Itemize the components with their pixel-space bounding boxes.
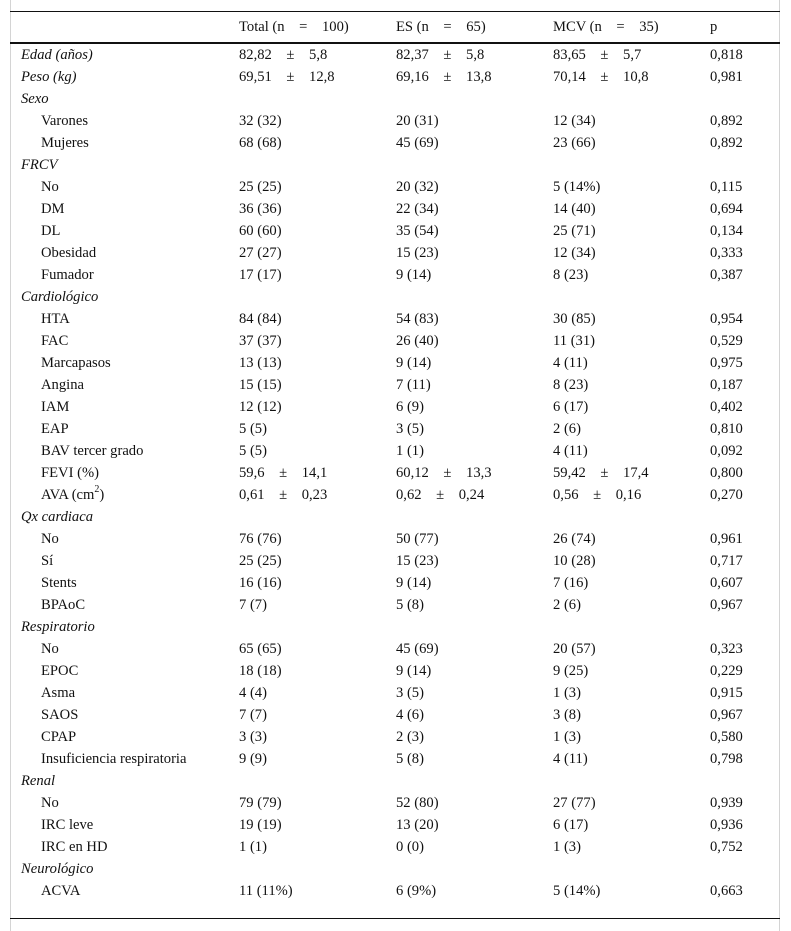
cell-p: 0,961: [710, 531, 743, 547]
cell-mcv: 2 (6): [553, 597, 581, 613]
cell-mcv: 59,42 ± 17,4: [553, 465, 649, 481]
table-row: [10, 726, 780, 748]
row-label: CPAP: [41, 729, 77, 745]
cell-es: 45 (69): [396, 135, 439, 151]
cell-es: 4 (6): [396, 707, 424, 723]
cell-es: 3 (5): [396, 685, 424, 701]
table-row: [10, 44, 780, 66]
cell-p: 0,402: [710, 399, 743, 415]
cell-p: 0,607: [710, 575, 743, 591]
cell-total: 32 (32): [239, 113, 282, 129]
row-label: EPOC: [41, 663, 79, 679]
cell-p: 0,800: [710, 465, 743, 481]
cell-mcv: 4 (11): [553, 443, 588, 459]
cell-mcv: 83,65 ± 5,7: [553, 47, 642, 63]
cell-total: 27 (27): [239, 245, 282, 261]
cell-p: 0,981: [710, 69, 743, 85]
row-label: SAOS: [41, 707, 79, 723]
row-label: AVA $(cm^2)$: [41, 484, 105, 503]
cell-total: 25 (25): [239, 179, 282, 195]
row-label: Sexo: [21, 91, 49, 107]
table-row: [10, 374, 780, 396]
cell-total: 13 (13): [239, 355, 282, 371]
cell-p: 0,663: [710, 883, 743, 899]
cell-total: 79 (79): [239, 795, 282, 811]
header-total: Total (n = 100): [239, 19, 349, 35]
row-label: ACVA: [41, 883, 81, 899]
cell-es: 0 (0): [396, 839, 424, 855]
cell-es: 60,12 ± 13,3: [396, 465, 492, 481]
cell-p: 0,967: [710, 707, 743, 723]
row-label: Peso (kg): [21, 69, 77, 85]
cell-mcv: 1 (3): [553, 839, 581, 855]
row-label: HTA: [41, 311, 70, 327]
table-row: [10, 176, 780, 198]
cell-total: 84 (84): [239, 311, 282, 327]
row-label: Asma: [41, 685, 76, 701]
table-row: [10, 308, 780, 330]
cell-es: 52 (80): [396, 795, 439, 811]
table-row: [10, 528, 780, 550]
cell-mcv: 12 (34): [553, 245, 596, 261]
row-label: No: [41, 795, 59, 811]
cell-total: 5 (5): [239, 443, 267, 459]
cell-p: 0,915: [710, 685, 743, 701]
cell-total: 15 (15): [239, 377, 282, 393]
cell-total: 9 (9): [239, 751, 267, 767]
cell-p: 0,954: [710, 311, 743, 327]
cell-p: 0,694: [710, 201, 743, 217]
cell-es: 2 (3): [396, 729, 424, 745]
cell-total: 82,82 ± 5,8: [239, 47, 328, 63]
cell-mcv: 5 (14%): [553, 883, 601, 899]
cell-mcv: 70,14 ± 10,8: [553, 69, 649, 85]
row-label: No: [41, 179, 59, 195]
table-row: [10, 550, 780, 572]
table-row: [10, 484, 780, 506]
row-label: Qx cardiaca: [21, 509, 93, 525]
table-row: [10, 242, 780, 264]
table-group-row: [10, 286, 780, 308]
table-row: [10, 638, 780, 660]
row-label: Mujeres: [41, 135, 89, 151]
cell-p: 0,387: [710, 267, 743, 283]
table-row: [10, 264, 780, 286]
cell-p: 0,717: [710, 553, 743, 569]
cell-mcv: 10 (28): [553, 553, 596, 569]
cell-p: 0,092: [710, 443, 743, 459]
cell-p: 0,967: [710, 597, 743, 613]
cell-mcv: 26 (74): [553, 531, 596, 547]
table-row: [10, 330, 780, 352]
table-row: [10, 792, 780, 814]
cell-mcv: 6 (17): [553, 399, 589, 415]
cell-mcv: 9 (25): [553, 663, 589, 679]
cell-es: 22 (34): [396, 201, 439, 217]
cell-total: 68 (68): [239, 135, 282, 151]
cell-es: 5 (8): [396, 597, 424, 613]
cell-total: 76 (76): [239, 531, 282, 547]
row-label: IRC en HD: [41, 839, 108, 855]
cell-es: 20 (31): [396, 113, 439, 129]
table-group-row: [10, 88, 780, 110]
cell-total: 60 (60): [239, 223, 282, 239]
cell-es: 45 (69): [396, 641, 439, 657]
table-row: [10, 440, 780, 462]
table-row: [10, 704, 780, 726]
cell-total: 17 (17): [239, 267, 282, 283]
cell-p: 0,798: [710, 751, 743, 767]
row-label: Fumador: [41, 267, 94, 283]
cell-total: 69,51 ± 12,8: [239, 69, 335, 85]
cell-mcv: 6 (17): [553, 817, 589, 833]
row-label: BPAoC: [41, 597, 86, 613]
cell-mcv: 14 (40): [553, 201, 596, 217]
cell-mcv: 1 (3): [553, 685, 581, 701]
row-label: Angina: [41, 377, 84, 393]
header-mcv: MCV (n = 35): [553, 19, 659, 35]
cell-p: 0,134: [710, 223, 743, 239]
table-row: [10, 836, 780, 858]
table-row: [10, 198, 780, 220]
row-label: Varones: [41, 113, 89, 129]
cell-total: 25 (25): [239, 553, 282, 569]
cell-mcv: 0,56 ± 0,16: [553, 487, 642, 503]
cell-mcv: 3 (8): [553, 707, 581, 723]
cell-total: 16 (16): [239, 575, 282, 591]
table-row: [10, 418, 780, 440]
cell-es: 9 (14): [396, 663, 432, 679]
header-es: ES (n = 65): [396, 19, 486, 35]
cell-es: 9 (14): [396, 267, 432, 283]
cell-es: 3 (5): [396, 421, 424, 437]
cell-es: 9 (14): [396, 355, 432, 371]
row-label: Cardiológico: [21, 289, 99, 305]
table-row: [10, 352, 780, 374]
cell-es: 9 (14): [396, 575, 432, 591]
cell-total: 36 (36): [239, 201, 282, 217]
cell-p: 0,939: [710, 795, 743, 811]
header-p: p: [710, 19, 718, 35]
table-row: [10, 572, 780, 594]
cell-p: 0,115: [710, 179, 743, 195]
cell-es: 6 (9): [396, 399, 424, 415]
table-row: [10, 594, 780, 616]
cell-p: 0,752: [710, 839, 743, 855]
cell-p: 0,187: [710, 377, 743, 393]
cell-p: 0,975: [710, 355, 743, 371]
cell-total: 12 (12): [239, 399, 282, 415]
cell-total: 11 (11%): [239, 883, 293, 899]
table-row: [10, 814, 780, 836]
cell-p: 0,529: [710, 333, 743, 349]
row-label: No: [41, 641, 59, 657]
row-label: Marcapasos: [41, 355, 111, 371]
table-header-row: [10, 16, 780, 38]
cell-p: 0,892: [710, 135, 743, 151]
table-row: [10, 660, 780, 682]
row-label: Edad (años): [21, 47, 93, 63]
row-label: FRCV: [21, 157, 58, 173]
table-group-row: [10, 616, 780, 638]
row-label: FEVI (%): [41, 465, 99, 481]
cell-total: 37 (37): [239, 333, 282, 349]
table-row: [10, 132, 780, 154]
cell-total: 0,61 ± 0,23: [239, 487, 328, 503]
cell-mcv: 20 (57): [553, 641, 596, 657]
cell-es: 6 (9%): [396, 883, 437, 899]
cell-p: 0,333: [710, 245, 743, 261]
cell-mcv: 1 (3): [553, 729, 581, 745]
row-label: Neurológico: [21, 861, 94, 877]
cell-p: 0,936: [710, 817, 743, 833]
cell-total: 1 (1): [239, 839, 267, 855]
cell-mcv: 25 (71): [553, 223, 596, 239]
table-row: [10, 880, 780, 902]
table-group-row: [10, 858, 780, 880]
cell-total: 65 (65): [239, 641, 282, 657]
cell-es: 35 (54): [396, 223, 439, 239]
table-row: [10, 220, 780, 242]
cell-total: 7 (7): [239, 707, 267, 723]
table-row: [10, 748, 780, 770]
cell-p: 0,810: [710, 421, 743, 437]
table-group-row: [10, 770, 780, 792]
cell-p: 0,818: [710, 47, 743, 63]
cell-mcv: 11 (31): [553, 333, 596, 349]
cell-mcv: 23 (66): [553, 135, 596, 151]
cell-mcv: 8 (23): [553, 267, 589, 283]
cell-es: 13 (20): [396, 817, 439, 833]
cell-p: 0,892: [710, 113, 743, 129]
table-bottom-rule: [10, 918, 780, 919]
cell-es: 69,16 ± 13,8: [396, 69, 492, 85]
cell-es: 1 (1): [396, 443, 424, 459]
cell-total: 5 (5): [239, 421, 267, 437]
cell-total: 59,6 ± 14,1: [239, 465, 328, 481]
row-label: DL: [41, 223, 61, 239]
row-label: Sí: [41, 553, 54, 569]
row-label: EAP: [41, 421, 69, 437]
cell-mcv: 12 (34): [553, 113, 596, 129]
cell-total: 7 (7): [239, 597, 267, 613]
cell-mcv: 5 (14%): [553, 179, 601, 195]
table-row: [10, 66, 780, 88]
row-label: Respiratorio: [21, 619, 95, 635]
table-group-row: [10, 506, 780, 528]
cell-mcv: 8 (23): [553, 377, 589, 393]
cell-mcv: 27 (77): [553, 795, 596, 811]
table-group-row: [10, 154, 780, 176]
cell-es: 54 (83): [396, 311, 439, 327]
cell-mcv: 4 (11): [553, 751, 588, 767]
row-label: IAM: [41, 399, 70, 415]
row-label: Insuficiencia respiratoria: [41, 751, 187, 767]
cell-es: 26 (40): [396, 333, 439, 349]
table-top-rule: [10, 11, 780, 12]
cell-mcv: 2 (6): [553, 421, 581, 437]
cell-es: 15 (23): [396, 245, 439, 261]
row-label: DM: [41, 201, 65, 217]
table-row: [10, 462, 780, 484]
cell-es: 15 (23): [396, 553, 439, 569]
row-label: Obesidad: [41, 245, 97, 261]
table-row: [10, 110, 780, 132]
cell-es: 20 (32): [396, 179, 439, 195]
row-label: No: [41, 531, 59, 547]
cell-es: 50 (77): [396, 531, 439, 547]
cell-p: 0,580: [710, 729, 743, 745]
cell-total: 18 (18): [239, 663, 282, 679]
cell-es: 82,37 ± 5,8: [396, 47, 485, 63]
row-label: BAV tercer grado: [41, 443, 144, 459]
row-label: FAC: [41, 333, 69, 349]
cell-total: 4 (4): [239, 685, 267, 701]
table-row: [10, 396, 780, 418]
row-label: Stents: [41, 575, 77, 591]
row-label: IRC leve: [41, 817, 94, 833]
cell-p: 0,270: [710, 487, 743, 503]
row-label: Renal: [21, 773, 56, 789]
cell-es: 5 (8): [396, 751, 424, 767]
cell-total: 19 (19): [239, 817, 282, 833]
cell-mcv: 7 (16): [553, 575, 589, 591]
cell-p: 0,229: [710, 663, 743, 679]
cell-es: 0,62 ± 0,24: [396, 487, 485, 503]
cell-mcv: 4 (11): [553, 355, 588, 371]
cell-p: 0,323: [710, 641, 743, 657]
cell-mcv: 30 (85): [553, 311, 596, 327]
cell-total: 3 (3): [239, 729, 267, 745]
table-row: [10, 682, 780, 704]
cell-es: 7 (11): [396, 377, 431, 393]
